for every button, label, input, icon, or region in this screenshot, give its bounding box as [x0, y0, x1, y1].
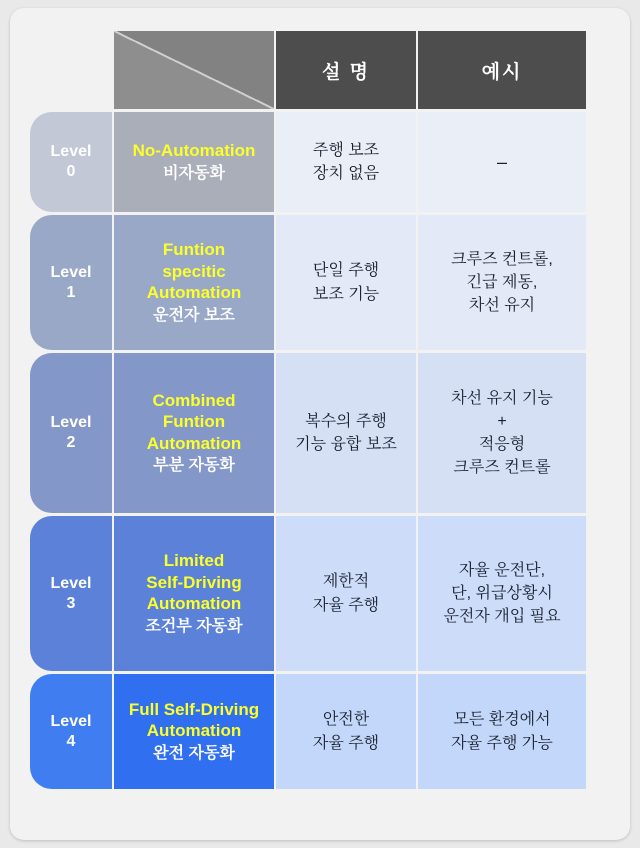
header-example: 예시: [418, 31, 586, 109]
level-example-1: [418, 215, 586, 350]
level-description-3: [276, 516, 416, 671]
level-number-1: 1: [66, 283, 76, 301]
level-name-en-3-line: Self-Driving: [146, 572, 242, 592]
example-line: 단, 위급상황시: [451, 584, 553, 602]
example-line: –: [496, 151, 507, 172]
level-badge-3: [30, 516, 112, 671]
desc-line: 안전한: [322, 711, 370, 729]
level-name-ko-1: 운전자 보조: [153, 306, 235, 324]
level-name-ko-0: 비자동화: [163, 164, 225, 182]
level-label-4: Level: [50, 712, 92, 730]
level-name-en-4-line: Full Self-Driving: [128, 700, 260, 720]
desc-line: 주행 보조: [312, 141, 380, 159]
level-number-0: 0: [66, 163, 76, 180]
example-line: 차선 유지: [468, 297, 536, 315]
example-line: 크루즈 컨트롤,: [451, 250, 553, 268]
level-description-4: [276, 674, 416, 789]
desc-line: 제한적: [322, 573, 370, 591]
table-row: [30, 516, 586, 671]
level-badge-4: [30, 674, 112, 789]
level-name-ko-3: 조건부 자동화: [145, 617, 243, 635]
desc-line: 단일 주행: [312, 262, 380, 280]
example-line: 모든 환경에서: [453, 711, 551, 729]
level-label-2: Level: [50, 414, 92, 432]
level-name-en-0: No-Automation: [132, 141, 256, 161]
desc-line: 보조 기능: [312, 285, 380, 303]
level-name-3: [114, 516, 274, 671]
table-row: [30, 215, 586, 350]
diagram-card: [10, 8, 630, 840]
level-example-3: [418, 516, 586, 671]
level-name-4: [114, 674, 274, 789]
level-label-1: Level: [50, 263, 92, 281]
table-row: [30, 112, 586, 212]
level-number-2: 2: [66, 434, 76, 451]
table-row: [30, 674, 586, 789]
header-description: 설 명: [276, 31, 416, 109]
level-badge-1: [30, 215, 112, 350]
table-header-row: [30, 31, 586, 109]
level-name-en-2-line: Automation: [146, 433, 242, 453]
header-spacer: [30, 31, 112, 109]
desc-line: 장치 없음: [312, 165, 380, 182]
level-description-2: [276, 353, 416, 513]
level-example-4: [418, 674, 586, 789]
desc-line: 복수의 주행: [305, 412, 387, 430]
level-name-en-1-line: Automation: [146, 283, 242, 303]
level-name-en-2-line: Combined: [152, 390, 236, 410]
level-badge-2: [30, 353, 112, 513]
header-corner-inner: [114, 31, 274, 109]
level-name-en-1-line: Funtion: [162, 240, 226, 260]
example-line: +: [497, 412, 507, 430]
example-line: 자율 운전단,: [458, 561, 546, 579]
example-line: 크루즈 컨트롤: [453, 459, 551, 477]
level-description-0: [276, 112, 416, 212]
level-label-0: Level: [50, 143, 92, 161]
level-number-4: 4: [66, 732, 76, 750]
example-line: 자율 주행 가능: [451, 734, 553, 752]
header-corner-diagonal: [114, 31, 274, 109]
example-line: 운전자 개입 필요: [443, 608, 561, 626]
level-name-en-3-line: Automation: [146, 594, 242, 614]
level-name-1: [114, 215, 274, 350]
level-description-1: [276, 215, 416, 350]
level-name-en-1-line: specitic: [162, 261, 226, 281]
level-name-en-2-line: Funtion: [162, 412, 226, 432]
level-name-0: [114, 112, 274, 212]
level-name-ko-4: 완전 자동화: [153, 744, 235, 762]
desc-line: 자율 주행: [312, 596, 380, 614]
level-name-ko-2: 부분 자동화: [153, 457, 235, 475]
example-line: 긴급 제동,: [466, 273, 538, 291]
level-example-0: [418, 112, 586, 212]
example-line: 차선 유지 기능: [451, 389, 553, 407]
level-name-2: [114, 353, 274, 513]
level-name-en-3-line: Limited: [163, 551, 225, 571]
table-row: [30, 353, 586, 513]
level-badge-0: [30, 112, 112, 212]
desc-line: 기능 융합 보조: [295, 436, 397, 453]
autonomy-levels-table: [28, 28, 588, 792]
desc-line: 자율 주행: [312, 734, 380, 752]
level-name-en-4-line: Automation: [146, 721, 242, 741]
example-line: 적응형: [478, 436, 526, 453]
level-example-2: [418, 353, 586, 513]
level-label-3: Level: [50, 574, 92, 592]
level-number-3: 3: [66, 594, 76, 612]
